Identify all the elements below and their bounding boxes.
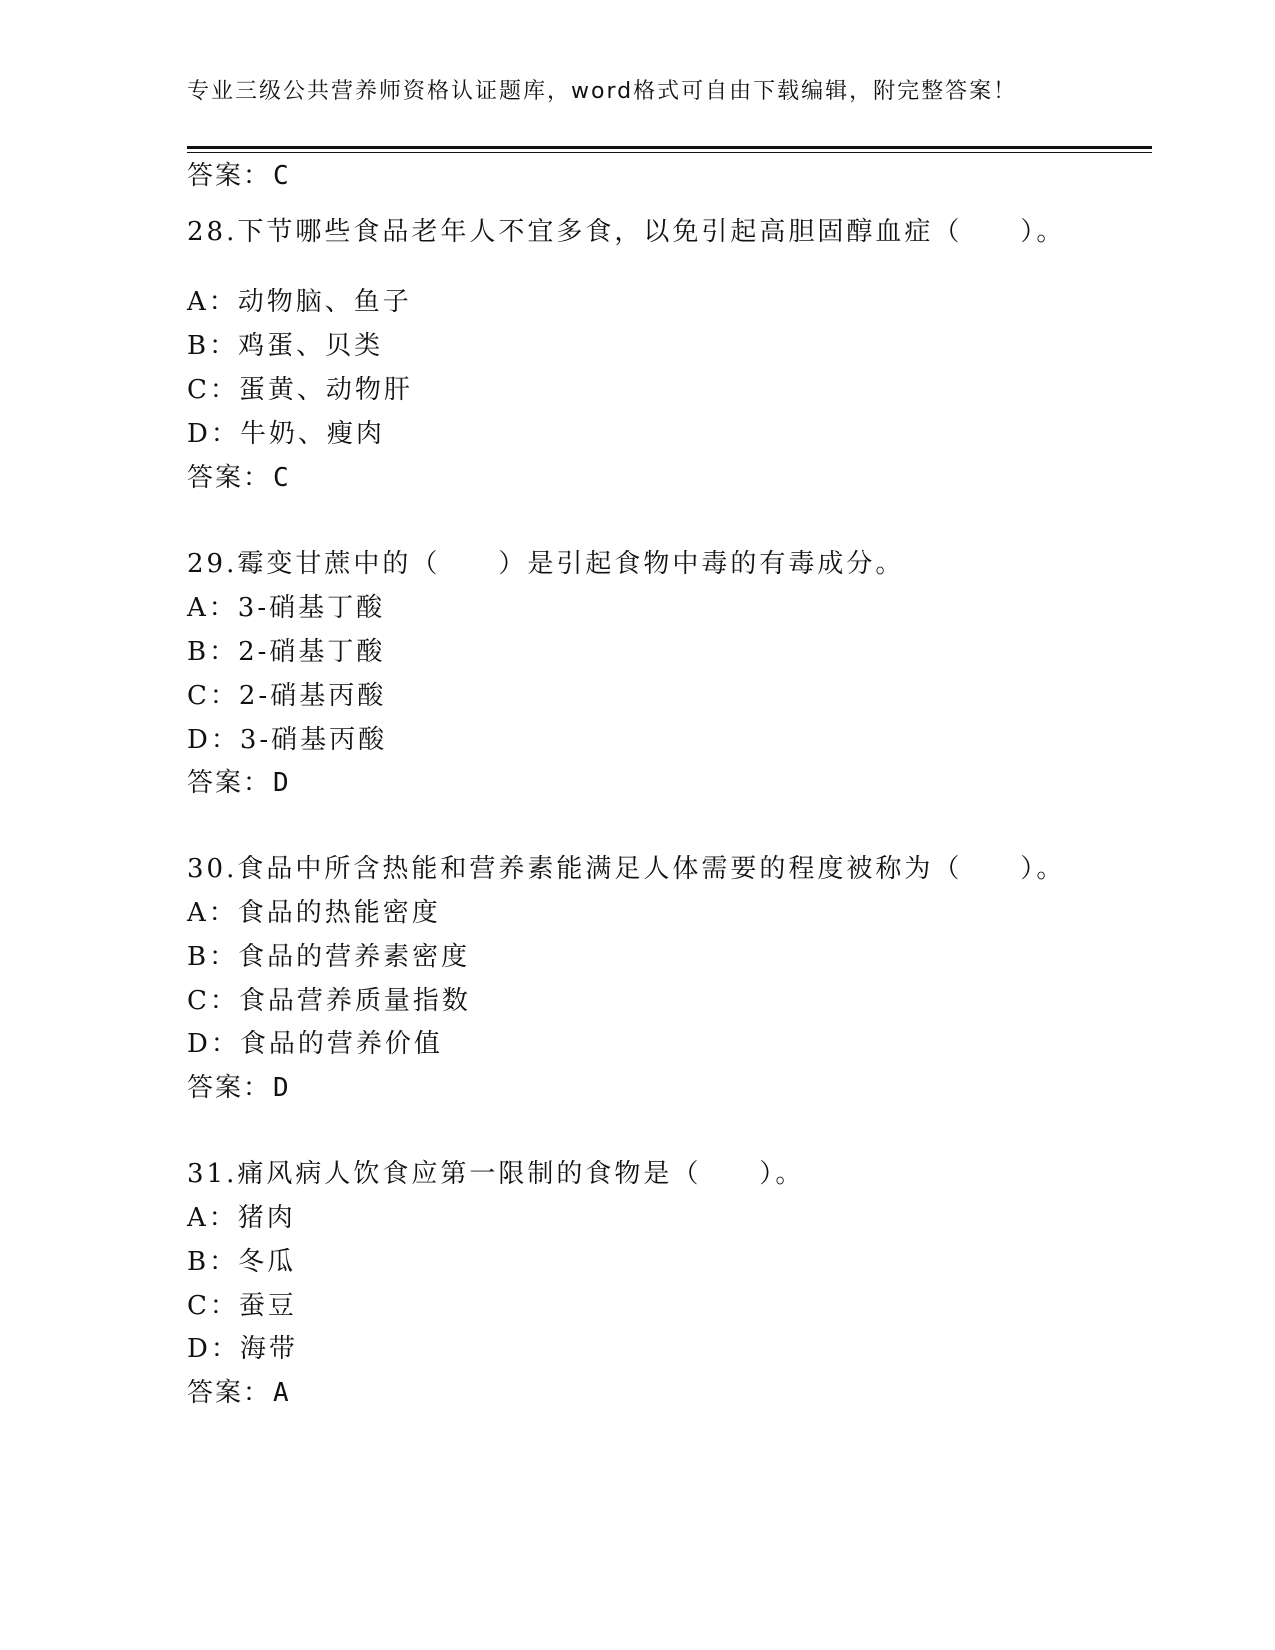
question-31-option-b: B：冬瓜	[187, 1247, 297, 1277]
answer-label: 答案：	[187, 1073, 272, 1103]
question-29-text: 29.霉变甘蔗中的（ ）是引起食物中毒的有毒成分。	[187, 549, 905, 579]
answer-value: C	[273, 463, 291, 493]
question-30-option-c: C：食品营养质量指数	[187, 986, 471, 1016]
question-28-text: 28.下节哪些食品老年人不宜多食，以免引起高胆固醇血症（ ）。	[187, 217, 1066, 247]
question-29-option-b: B：2-硝基丁酸	[187, 637, 386, 667]
question-29-option-c: C：2-硝基丙酸	[187, 681, 387, 711]
question-28-option-d: D：牛奶、瘦肉	[187, 419, 385, 449]
question-30-option-d: D：食品的营养价值	[187, 1029, 443, 1059]
question-29-option-a: A：3-硝基丁酸	[187, 593, 386, 623]
question-28-option-a: A：动物脑、鱼子	[187, 287, 412, 317]
page-header: 专业三级公共营养师资格认证题库，word格式可自由下载编辑，附完整答案！	[187, 79, 1018, 104]
question-29-option-d: D：3-硝基丙酸	[187, 725, 388, 755]
answer-label: 答案：	[187, 463, 272, 493]
question-28-option-c: C：蛋黄、动物肝	[187, 375, 413, 405]
header-rule-thin	[187, 152, 1152, 153]
answer-value: D	[273, 1073, 291, 1103]
question-31-text: 31.痛风病人饮食应第一限制的食物是（ ）。	[187, 1159, 805, 1189]
question-31-answer	[187, 1377, 291, 1409]
answer-value: A	[273, 1378, 291, 1408]
question-31-option-d: D：海带	[187, 1334, 298, 1364]
question-31-option-c: C：蚕豆	[187, 1291, 297, 1321]
answer-value: C	[273, 161, 291, 191]
question-31-option-a: A：猪肉	[187, 1203, 296, 1233]
question-29-answer	[187, 767, 291, 799]
question-30-answer	[187, 1072, 291, 1104]
question-30-text: 30.食品中所含热能和营养素能满足人体需要的程度被称为（ ）。	[187, 854, 1066, 884]
question-28-option-b: B：鸡蛋、贝类	[187, 331, 384, 361]
question-30-option-b: B：食品的营养素密度	[187, 942, 471, 972]
previous-answer	[187, 160, 291, 192]
answer-label: 答案：	[187, 161, 272, 191]
header-rule-thick	[187, 146, 1152, 149]
answer-label: 答案：	[187, 768, 272, 798]
question-30-option-a: A：食品的热能密度	[187, 898, 441, 928]
question-28-answer	[187, 462, 291, 494]
answer-label: 答案：	[187, 1378, 272, 1408]
answer-value: D	[273, 768, 291, 798]
